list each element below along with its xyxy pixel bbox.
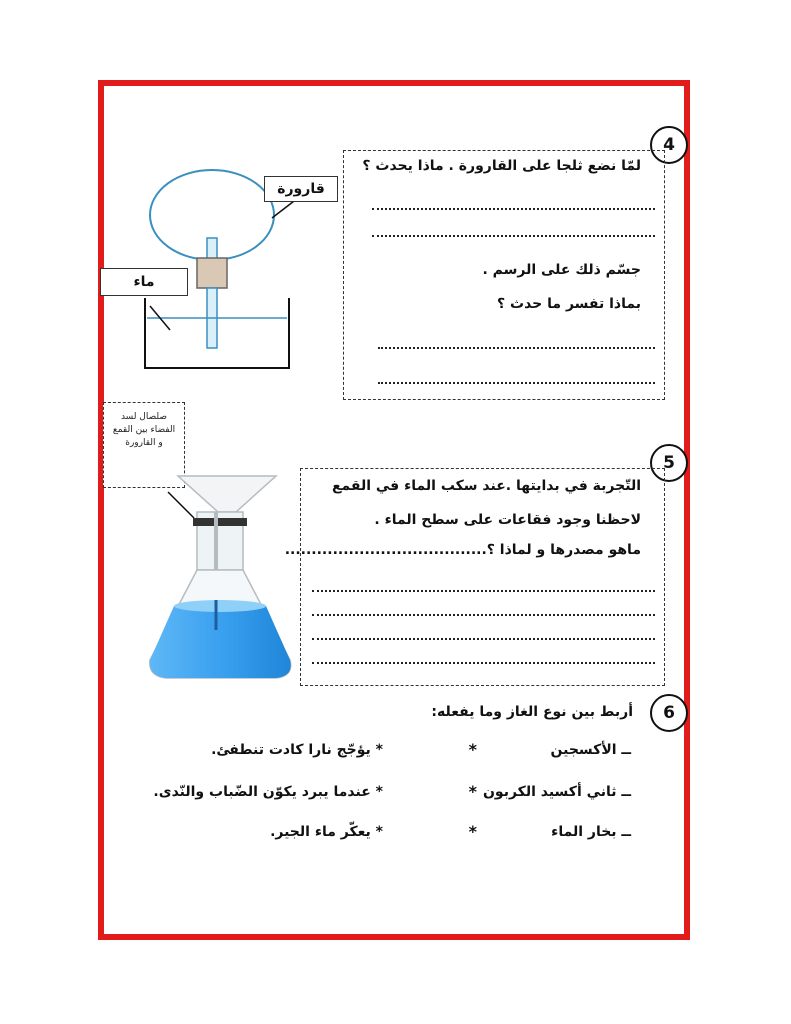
question-6-number: 6 <box>650 694 688 732</box>
liquid-surface <box>174 600 266 612</box>
question-6-instruction: أربط بين نوع الغاز وما يفعله: <box>431 704 633 720</box>
effect-item: * يعكّر ماء الجير. <box>270 824 383 840</box>
match-dot[interactable]: * <box>468 740 477 759</box>
match-dot[interactable]: * <box>468 822 477 841</box>
question-5-line-2: لاحظنا وجود فقاعات على سطح الماء . <box>374 512 641 528</box>
label-water: ماء <box>100 268 188 296</box>
funnel-top <box>178 476 276 512</box>
clay-ring <box>193 518 247 526</box>
question-5-line-3: ماهو مصدرها و لماذا ؟...................................... <box>284 542 641 558</box>
clay-note: صلصال لسد الفضاء بين القمع و القارورة <box>103 402 185 488</box>
question-4-number: 4 <box>650 126 688 164</box>
effect-item: * يؤجّج نارا كادت تنطفئ. <box>211 742 383 758</box>
question-4-draw-instruction: جسّم ذلك على الرسم . <box>482 262 641 278</box>
liquid <box>150 606 291 678</box>
gas-item: ــ الأكسجين <box>550 742 631 758</box>
gas-item: ــ بخار الماء <box>551 824 631 840</box>
question-4-explain: بماذا تفسر ما حدث ؟ <box>497 296 641 312</box>
question-4-text: لمّا نضع ثلجا على القارورة . ماذا يحدث ؟ <box>362 158 641 174</box>
match-dot[interactable]: * <box>468 782 477 801</box>
gas-item: ــ ثاني أكسيد الكربون <box>482 784 631 800</box>
question-5-number: 5 <box>650 444 688 482</box>
pointer-line <box>168 492 194 518</box>
effect-item: * عندما يبرد يكوّن الضّباب والنّدى. <box>153 784 383 800</box>
label-flask: قارورة <box>264 176 338 202</box>
question-5-line-1: التّجربة في بدايتها .عند سكب الماء في القمع <box>331 478 641 494</box>
